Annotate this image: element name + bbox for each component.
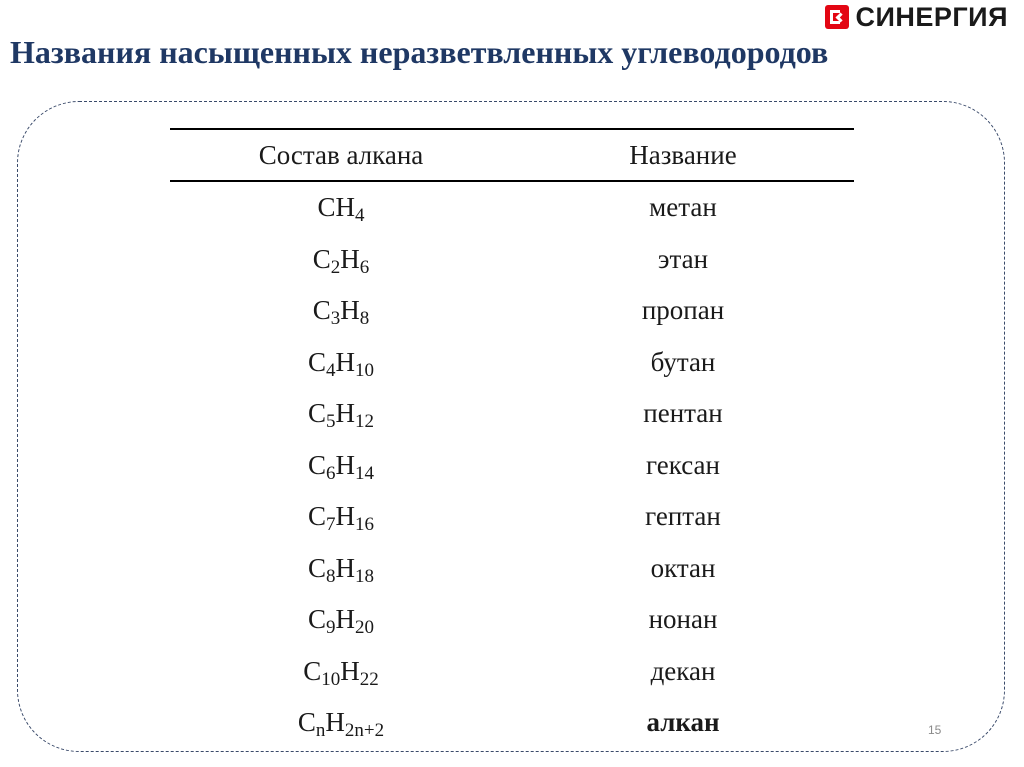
atom-count: 12 xyxy=(355,411,374,433)
element-symbol: H xyxy=(340,295,360,326)
table-row xyxy=(170,543,854,595)
formula-cell xyxy=(170,440,512,492)
element-symbol: H xyxy=(335,552,355,583)
atom-count: 4 xyxy=(355,205,365,227)
name-cell: пентан xyxy=(643,398,723,429)
formula-cell xyxy=(170,594,512,646)
name-cell: гексан xyxy=(646,449,720,480)
synergy-logo-icon xyxy=(825,5,849,29)
formula-cell xyxy=(170,181,512,234)
element-symbol: C xyxy=(307,449,326,480)
element-symbol: H xyxy=(335,398,355,429)
table-row xyxy=(170,594,854,646)
atom-count: 9 xyxy=(326,617,336,639)
element-symbol: H xyxy=(340,243,360,274)
element-symbol: H xyxy=(325,707,345,738)
header-name: Название xyxy=(512,129,854,181)
header-formula: Состав алкана xyxy=(170,129,512,181)
atom-count: 8 xyxy=(326,565,336,587)
formula-cell xyxy=(170,285,512,337)
atom-count: 5 xyxy=(326,411,336,433)
element-symbol: C xyxy=(307,398,326,429)
formula-cell xyxy=(170,234,512,286)
name-cell: алкан xyxy=(646,707,720,738)
element-symbol: C xyxy=(317,192,336,223)
atom-count: 6 xyxy=(359,256,370,278)
element-symbol: C xyxy=(307,346,326,377)
formula-cell xyxy=(170,388,512,440)
table-row xyxy=(170,337,854,389)
table-row xyxy=(170,181,854,234)
name-cell: этан xyxy=(657,243,709,274)
atom-count: 22 xyxy=(359,668,379,690)
atom-count: 2n+2 xyxy=(344,720,385,742)
name-cell: декан xyxy=(650,655,716,686)
atom-count: 8 xyxy=(359,308,370,330)
table-row xyxy=(170,697,854,749)
atom-count: 7 xyxy=(326,514,336,536)
atom-count: 4 xyxy=(326,359,336,381)
formula-cell xyxy=(170,697,512,749)
atom-count: n xyxy=(315,720,326,742)
name-cell: нонан xyxy=(648,604,718,635)
table-row xyxy=(170,388,854,440)
atom-count: 6 xyxy=(326,462,336,484)
table-row xyxy=(170,234,854,286)
name-cell: гептан xyxy=(645,501,721,532)
name-cell: октан xyxy=(650,552,716,583)
table-header-row xyxy=(170,129,854,181)
atom-count: 18 xyxy=(355,565,374,587)
atom-count: 14 xyxy=(355,462,374,484)
name-cell: бутан xyxy=(650,346,716,377)
element-symbol: H xyxy=(335,604,355,635)
element-symbol: C xyxy=(303,655,322,686)
element-symbol: C xyxy=(297,707,316,738)
table-row xyxy=(170,646,854,698)
atom-count: 10 xyxy=(321,668,341,690)
name-cell: метан xyxy=(649,192,717,223)
formula-cell xyxy=(170,491,512,543)
element-symbol: H xyxy=(340,655,360,686)
name-cell: пропан xyxy=(641,295,725,326)
element-symbol: C xyxy=(307,604,326,635)
element-symbol: H xyxy=(335,192,355,223)
element-symbol: H xyxy=(335,449,355,480)
logo-text: СИНЕРГИЯ xyxy=(855,2,1008,32)
slide-number: 15 xyxy=(928,723,942,737)
atom-count: 20 xyxy=(355,617,374,639)
table-body xyxy=(170,181,854,749)
atom-count: 10 xyxy=(355,359,374,381)
table-row xyxy=(170,285,854,337)
element-symbol: H xyxy=(335,501,355,532)
formula-cell xyxy=(170,337,512,389)
table-row xyxy=(170,491,854,543)
atom-count: 16 xyxy=(355,514,374,536)
element-symbol: C xyxy=(307,552,326,583)
atom-count: 2 xyxy=(330,256,341,278)
element-symbol: C xyxy=(307,501,326,532)
alkane-names-table xyxy=(170,128,854,749)
formula-cell xyxy=(170,646,512,698)
formula-cell xyxy=(170,543,512,595)
element-symbol: C xyxy=(312,243,331,274)
element-symbol: C xyxy=(312,295,331,326)
page-title: Названия насыщенных неразветвленных углеводородов xyxy=(10,34,829,70)
synergy-logo xyxy=(825,3,1008,31)
table-row xyxy=(170,440,854,492)
element-symbol: H xyxy=(335,346,355,377)
atom-count: 3 xyxy=(330,308,341,330)
